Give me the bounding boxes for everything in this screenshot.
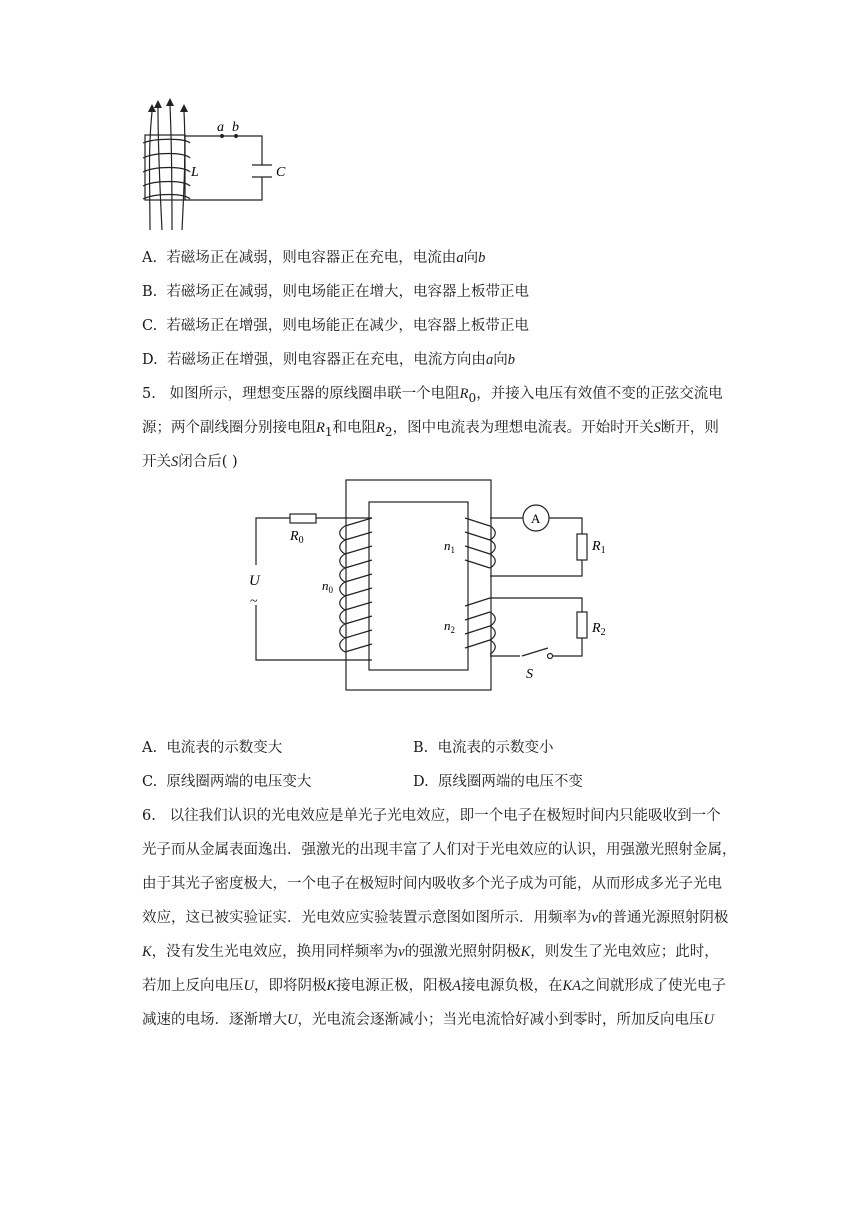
q6-line5: K，没有发生光电效应，换用同样频率为ν的强激光照射阴极K，则发生了光电效应；此时， [142, 944, 719, 960]
q6-line1: 6. 以往我们认识的光电效应是单光子光电效应，即一个电子在极短时间内只能吸收到一个 [142, 808, 721, 824]
q5-option-a[interactable]: A. 电流表的示数变大 [142, 740, 283, 756]
q6-line2: 光子而从金属表面逸出．强激光的出现丰富了人们对于光电效应的认识，用强激光照射金属， [142, 842, 737, 858]
lc-circuit-figure [0, 0, 860, 240]
q4-option-a[interactable]: A. 若磁场正在减弱，则电容器正在充电，电流由a向b [142, 250, 486, 266]
label-L: L [191, 165, 199, 180]
q5-stem-line3: 开关S闭合后( ) [142, 454, 238, 470]
label-n0: $n_0$ [322, 578, 333, 595]
label-n1: $n_1$ [444, 538, 455, 555]
q6-line4: 效应，这已被实验证实．光电效应实验装置示意图如图所示．用频率为ν的普通光源照射阴极 [142, 910, 729, 926]
q5-stem-line1: 5. 如图所示，理想变压器的原线圈串联一个电阻$R_0$，并接入电压有效值不变的正弦交流电 [142, 386, 723, 405]
label-b: b [232, 120, 239, 135]
label-U: U [249, 573, 260, 589]
label-R1: $R_1$ [592, 539, 606, 556]
label-R2: $R_2$ [592, 621, 606, 638]
q5-option-b[interactable]: B. 电流表的示数变小 [413, 740, 554, 756]
q6-line6: 若加上反向电压U，即将阴极K接电源正极，阳极A接电源负极，在KA之间就形成了使光电子 [142, 978, 727, 994]
label-S: S [526, 667, 533, 682]
q4-option-b[interactable]: B. 若磁场正在减弱，则电场能正在增大，电容器上板带正电 [142, 284, 529, 300]
label-n2: $n_2$ [444, 618, 455, 635]
q6-line7: 减速的电场．逐渐增大U，光电流会逐渐减小；当光电流恰好减小到零时，所加反向电压U [142, 1012, 714, 1028]
transformer-figure [0, 470, 860, 710]
q5-option-d[interactable]: D. 原线圈两端的电压不变 [413, 774, 583, 790]
q4-option-d[interactable]: D. 若磁场正在增强，则电容器正在充电，电流方向由a向b [142, 352, 515, 368]
q5-stem-line2: 源；两个副线圈分别接电阻$R_1$和电阻$R_2$，图中电流表为理想电流表。开始时开关S断开，则 [142, 420, 719, 439]
q6-line3: 由于其光子密度极大，一个电子在极短时间内吸收多个光子成为可能，从而形成多光子光电 [142, 876, 722, 892]
label-C: C [276, 165, 286, 180]
q4-option-c[interactable]: C. 若磁场正在增强，则电场能正在减少，电容器上板带正电 [142, 318, 529, 334]
label-tilde: ~ [250, 594, 258, 609]
q5-option-c[interactable]: C. 原线圈两端的电压变大 [142, 774, 312, 790]
label-a: a [217, 120, 224, 135]
ammeter-label: A [531, 511, 541, 526]
label-R0: $R_0$ [290, 529, 304, 546]
